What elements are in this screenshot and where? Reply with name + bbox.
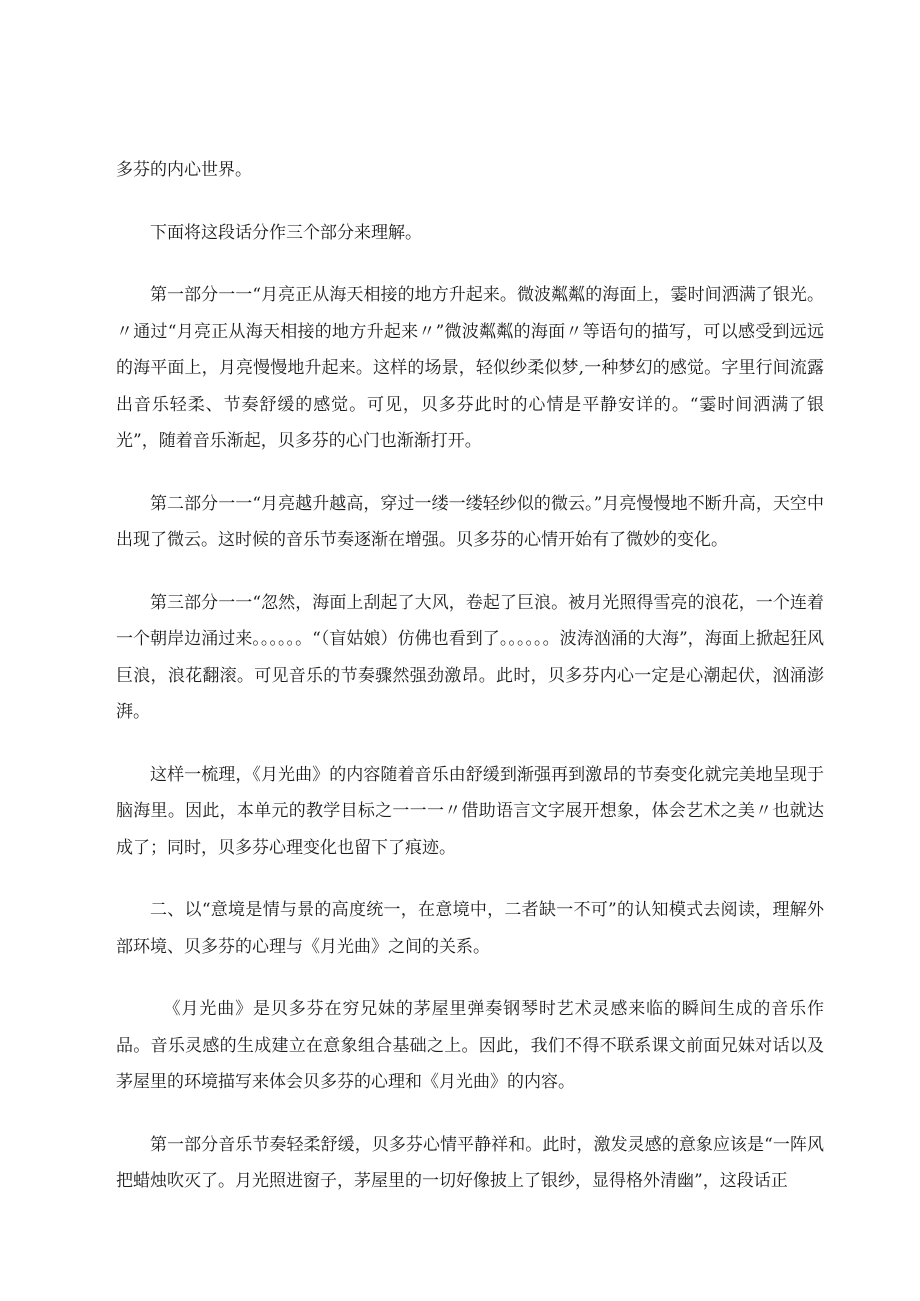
paragraph-section-two-heading: 二、以“意境是情与景的高度统一，在意境中，二者缺一不可”的认知模式去阅读，理解外部环境、贝多芬的心理与《月光曲》之间的关系。 xyxy=(116,900,824,957)
paragraph-part-two: 第二部分一一“月亮越升越高，穿过一缕一缕轻纱似的微云。”月亮慢慢地不断升高，天空中出现了微云。这时候的音乐节奏逐渐在增强。贝多芬的心情开始有了微妙的变化。 xyxy=(116,493,824,550)
document-body xyxy=(116,152,824,1226)
paragraph-intro: 下面将这段话分作三个部分来理解。 xyxy=(150,222,422,243)
paragraph-summary: 这样一梳理，《月光曲》的内容随着音乐由舒缓到渐强再到激昂的节奏变化就完美地呈现于脑海里。因此，本单元的教学目标之一一一〃借助语言文字展开想象，体会艺术之美〃也就达成了；同时，贝多芬心理变化也留下了痕迹。 xyxy=(116,764,824,858)
paragraph-section-two-part-one: 第一部分音乐节奏轻柔舒缓，贝多芬心情平静祥和。此时，激发灵感的意象应该是“一阵风把蜡烛吹灭了。月光照进窗子，茅屋里的一切好像披上了银纱，显得格外清幽”，这段话正 xyxy=(116,1134,824,1191)
paragraph-continuation: 多芬的内心世界。 xyxy=(116,160,252,180)
paragraph-part-one: 第一部分一一“月亮正从海天相接的地方升起来。微波粼粼的海面上，霎时间洒满了银光。〃通过“月亮正从海天相接的地方升起来〃”微波粼粼的海面〃等语句的描写，可以感受到远远的海平面上，月亮慢慢地升起来。这样的场景，轻似纱柔似梦,一种梦幻的感觉。字里行间流露出音乐轻柔、节奏舒缓的感觉。可见，贝多芬此时的心情是平静安详的。“霎时间洒满了银光”，随着音乐渐起，贝多芬的心门也渐渐打开。 xyxy=(116,285,824,451)
paragraph-moonlight-origin: 《月光曲》是贝多芬在穷兄妹的茅屋里弹奏钢琴时艺术灵感来临的瞬间生成的音乐作品。音乐灵感的生成建立在意象组合基础之上。因此，我们不得不联系课文前面兄妹对话以及茅屋里的环境描写来体会贝多芬的心理和《月光曲》的内容。 xyxy=(116,999,824,1092)
paragraph-part-three: 第三部分一一“忽然，海面上刮起了大风，卷起了巨浪。被月光照得雪亮的浪花，一个连着一个朝岸边涌过来。。。。。。“（盲姑娘）仿佛也看到了。。。。。。波涛汹涌的大海”，海面上掀起狂风巨浪，浪花翻滚。可见音乐的节奏骤然强劲激昂。此时，贝多芬内心一定是心潮起伏，汹涌澎湃。 xyxy=(116,592,824,722)
